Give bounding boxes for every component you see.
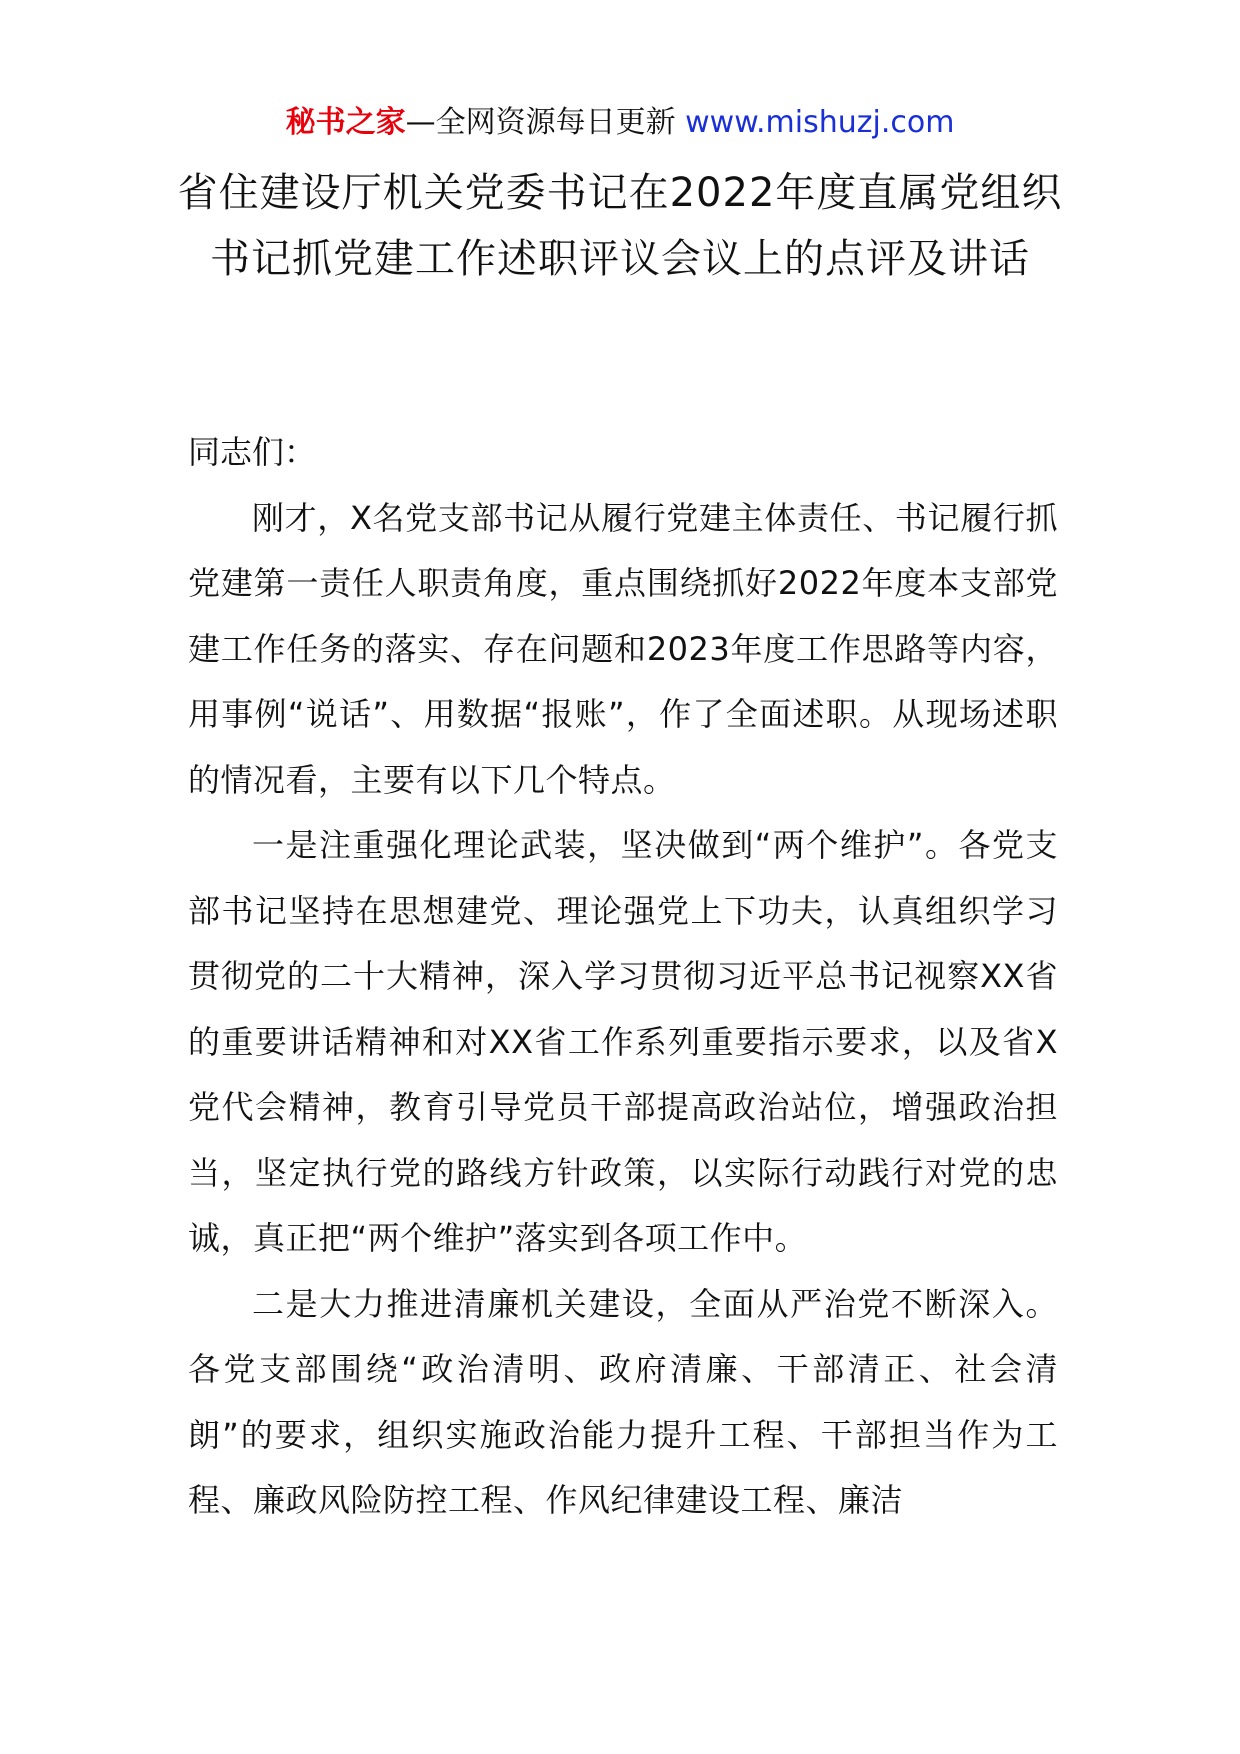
brand-name: 秘书之家: [285, 105, 406, 140]
document-body: [188, 420, 1058, 1534]
body-paragraph: 刚才，X名党支部书记从履行党建主体责任、书记履行抓党建第一责任人职责角度，重点围绕抓好2022年度本支部党建工作任务的落实、存在问题和2023年度工作思路等内容，用事例“说话”、用数据“报账”，作了全面述职。从现场述职的情况看，主要有以下几个特点。: [188, 498, 1058, 799]
site-banner: [0, 98, 1240, 148]
document-title: 省住建设厅机关党委书记在2022年度直属党组织书记抓党建工作述职评议会议上的点评及讲话: [177, 170, 1063, 282]
banner-tagline: —全网资源每日更新: [405, 105, 676, 140]
site-url-link[interactable]: www.mishuzj.com: [685, 105, 955, 140]
body-paragraph: 一是注重强化理论武装，坚决做到“两个维护”。各党支部书记坚持在思想建党、理论强党上下功夫，认真组织学习贯彻党的二十大精神，深入学习贯彻习近平总书记视察XX省的重要讲话精神和对XX省工作系列重要指示要求，以及省X党代会精神，教育引导党员干部提高政治站位，增强政治担当，坚定执行党的路线方针政策，以实际行动践行对党的忠诚，真正把“两个维护”落实到各项工作中。: [188, 826, 1058, 1257]
salutation: 同志们：: [188, 433, 317, 471]
body-paragraph: 二是大力推进清廉机关建设，全面从严治党不断深入。各党支部围绕“政治清明、政府清廉、干部清正、社会清朗”的要求，组织实施政治能力提升工程、干部担当作为工程、廉政风险防控工程、作风纪律建设工程、廉洁: [188, 1284, 1058, 1519]
